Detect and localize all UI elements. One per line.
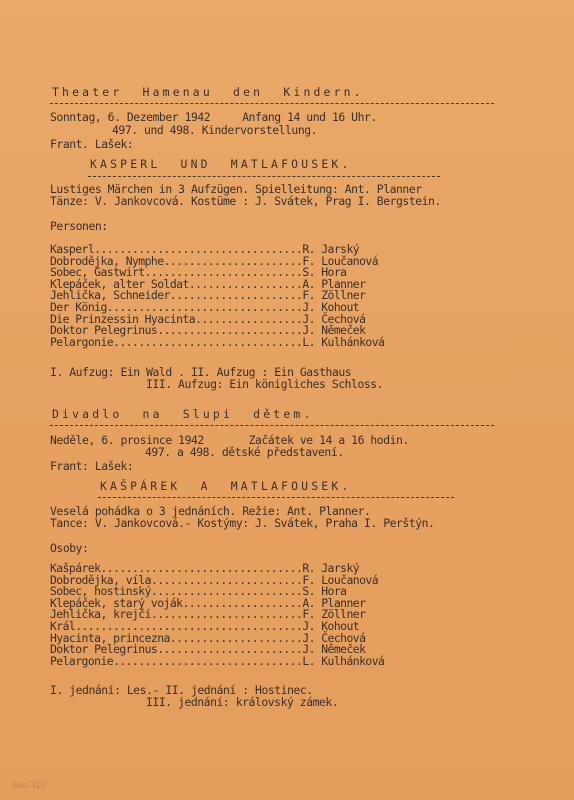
- divider: [50, 103, 494, 104]
- cast-actor: L. Kulhánková: [302, 334, 385, 349]
- czech-subtitle-line: Veselá pohádka o 3 jednáních. Režie: Ant. Planner.: [50, 504, 371, 518]
- dot-leader: ....................................: [75, 619, 303, 633]
- cast-role: Pelargonie: [50, 334, 114, 349]
- cast-actor: R. Jarský: [302, 561, 360, 575]
- cast-actor: F. Loučanová: [302, 253, 379, 268]
- cast-role: Klepáček, starý voják: [50, 595, 183, 610]
- german-subtitle-line: Lustiges Märchen in 3 Aufzügen. Spielleitung: Ant. Planner: [50, 182, 422, 196]
- german-play-title: KASPERL UND MATLAFOUSEK.: [90, 157, 352, 171]
- german-acts-line: I. Aufzug: Ein Wald . II. Aufzug : Ein Gasthaus: [50, 365, 352, 379]
- german-cast-heading: Personen:: [50, 219, 108, 233]
- divider: [50, 425, 494, 426]
- cast-actor: J. Kohout: [302, 300, 360, 314]
- cast-row: [50, 655, 384, 668]
- german-author: Frant. Lašek:: [50, 137, 134, 151]
- dot-leader: ................................: [100, 561, 303, 575]
- cast-actor: F. Zöllner: [302, 607, 366, 622]
- german-credits-line: Tänze: V. Jankovcová. Kostüme : J. Svátek, Prag I. Bergstein.: [50, 194, 441, 208]
- dot-leader: ........................: [150, 584, 303, 599]
- dot-leader: .....................: [169, 630, 303, 645]
- dot-leader: ...................: [182, 595, 303, 610]
- dot-leader: .......................: [157, 642, 303, 657]
- cast-actor: S. Hora: [302, 584, 347, 599]
- german-performance-line: 497. und 498. Kindervorstellung.: [112, 123, 318, 137]
- archive-stamp: Sec-310: [12, 780, 46, 790]
- cast-role: Der König: [50, 300, 107, 314]
- czech-theater-title: Divadlo na Slupi dětem.: [52, 407, 314, 421]
- czech-acts-line: III. jednání: královský zámek.: [146, 695, 339, 709]
- dot-leader: ...............................: [106, 300, 303, 314]
- cast-actor: A. Planner: [302, 595, 366, 610]
- czech-author: Frant: Lašek:: [50, 459, 134, 473]
- czech-performance-line: 497. a 498. dětské představení.: [145, 445, 344, 459]
- cast-role: Jehlička, krejčí: [50, 607, 151, 622]
- dot-leader: ..................: [188, 276, 303, 291]
- cast-actor: S. Hora: [302, 265, 347, 280]
- german-acts-line: III. Aufzug: Ein königliches Schloss.: [146, 377, 384, 391]
- german-date-line: Sonntag, 6. Dezember 1942 Anfang 14 und 16 Uhr.: [50, 110, 377, 124]
- cast-actor: J. Čechová: [302, 630, 366, 645]
- cast-role: Doktor Pelegrinus: [50, 323, 158, 338]
- cast-role: Dobrodějka, víla: [50, 572, 151, 587]
- cast-role: Sobec, Gastwirt: [50, 265, 145, 280]
- cast-actor: J. Kohout: [302, 619, 360, 633]
- czech-credits-line: Tance: V. Jankovcová.- Kostýmy: J. Svátek, Praha I. Perštýn.: [50, 516, 435, 530]
- cast-role: Kasperl: [50, 242, 95, 256]
- dot-leader: ..............................: [113, 334, 303, 349]
- dot-leader: ......................: [163, 253, 303, 268]
- cast-row: [50, 336, 384, 349]
- cast-role: Hyacinta, princezna: [50, 630, 170, 645]
- dot-leader: ..............................: [113, 653, 303, 668]
- dot-leader: ........................: [150, 572, 303, 587]
- cast-actor: J. Čechová: [302, 311, 366, 326]
- cast-actor: R. Jarský: [302, 242, 360, 256]
- cast-actor: F. Zöllner: [302, 288, 366, 303]
- cast-actor: F. Loučanová: [302, 572, 379, 587]
- cast-role: Die Prinzessin Hyacinta: [50, 311, 196, 326]
- dot-leader: .................................: [94, 242, 303, 256]
- czech-acts-line: I. jednání: Les.- II. jednání : Hostinec.: [50, 683, 313, 697]
- czech-date-line: Neděle, 6. prosince 1942 Začátek ve 14 a 16 hodin.: [50, 433, 409, 447]
- czech-cast-heading: Osoby:: [50, 541, 89, 555]
- cast-role: Jehlička, Schneider: [50, 288, 170, 303]
- cast-role: Sobec, hostinský: [50, 584, 151, 599]
- cast-role: Kašpárek: [50, 561, 101, 575]
- cast-actor: L. Kulhánková: [302, 653, 385, 668]
- cast-actor: A. Planner: [302, 276, 366, 291]
- cast-role: Klepáček, alter Soldat: [50, 276, 189, 291]
- czech-play-title: KAŠPÁREK A MATLAFOUSEK.: [100, 479, 352, 493]
- german-theater-title: Theater Hamenau den Kindern.: [52, 85, 364, 99]
- dot-leader: ........................: [150, 607, 303, 622]
- dot-leader: .......................: [157, 323, 303, 338]
- cast-role: Pelargonie: [50, 653, 114, 668]
- cast-actor: J. Němeček: [302, 642, 366, 657]
- dot-leader: .........................: [144, 265, 303, 280]
- dot-leader: .................: [195, 311, 303, 326]
- divider: [98, 497, 454, 498]
- dot-leader: .....................: [169, 288, 303, 303]
- cast-role: Dobrodějka, Nymphe: [50, 253, 164, 268]
- cast-role: Doktor Pelegrinus: [50, 642, 158, 657]
- divider: [88, 176, 440, 177]
- cast-actor: J. Němeček: [302, 323, 366, 338]
- cast-role: Král: [50, 619, 76, 633]
